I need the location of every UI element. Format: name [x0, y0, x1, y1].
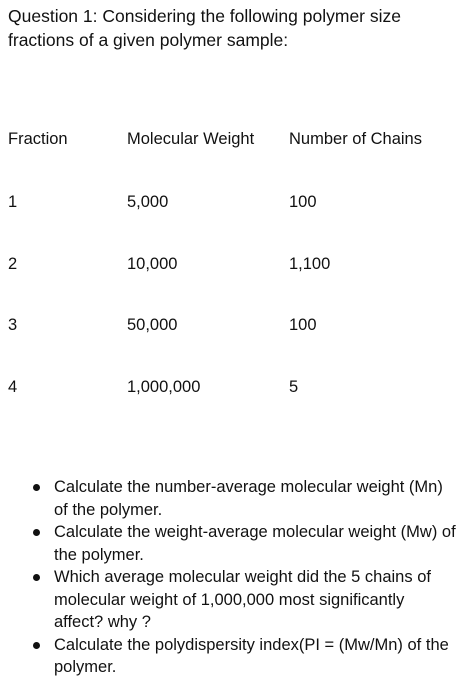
- table-cell-molecular-weight: 50,000: [127, 316, 178, 334]
- task-text: Calculate the number-average molecular weight (Mn) of the polymer.: [54, 478, 443, 519]
- task-item: [0, 521, 462, 566]
- table-cell-fraction: 2: [8, 255, 18, 273]
- task-text: Which average molecular weight did the 5 chains of molecular weight of 1,000,000 most significantly affect? why ?: [54, 568, 431, 631]
- task-item: [0, 476, 462, 521]
- task-text: Calculate the weight-average molecular weight (Mw) of the polymer.: [54, 523, 456, 564]
- table-cell-molecular-weight: 10,000: [127, 255, 178, 273]
- table-cell-fraction: 1: [8, 193, 18, 211]
- task-item: [0, 634, 462, 679]
- table-cell-molecular-weight: 1,000,000: [127, 378, 201, 396]
- task-text: Calculate the polydispersity index(PI = (Mw/Mn) of the polymer.: [54, 635, 449, 676]
- table-cell-number-of-chains: 1,100: [289, 255, 331, 273]
- table-cell-number-of-chains: 100: [289, 193, 317, 211]
- header-molecular-weight: Molecular Weight: [127, 130, 255, 148]
- task-list: [0, 476, 462, 679]
- table-cell-fraction: 3: [8, 316, 18, 334]
- table-cell-molecular-weight: 5,000: [127, 193, 169, 211]
- header-fraction: Fraction: [8, 130, 68, 148]
- bullet-icon: [33, 529, 40, 536]
- question-text: Question 1: Considering the following polymer size fractions of a given polymer sample:: [8, 6, 401, 50]
- header-number-of-chains: Number of Chains: [289, 130, 422, 148]
- table-cell-fraction: 4: [8, 378, 18, 396]
- table-cell-number-of-chains: 5: [289, 378, 299, 396]
- bullet-icon: [33, 642, 40, 649]
- bullet-icon: [33, 484, 40, 491]
- task-item: [0, 566, 462, 634]
- table-cell-number-of-chains: 100: [289, 316, 317, 334]
- bullet-icon: [33, 574, 40, 581]
